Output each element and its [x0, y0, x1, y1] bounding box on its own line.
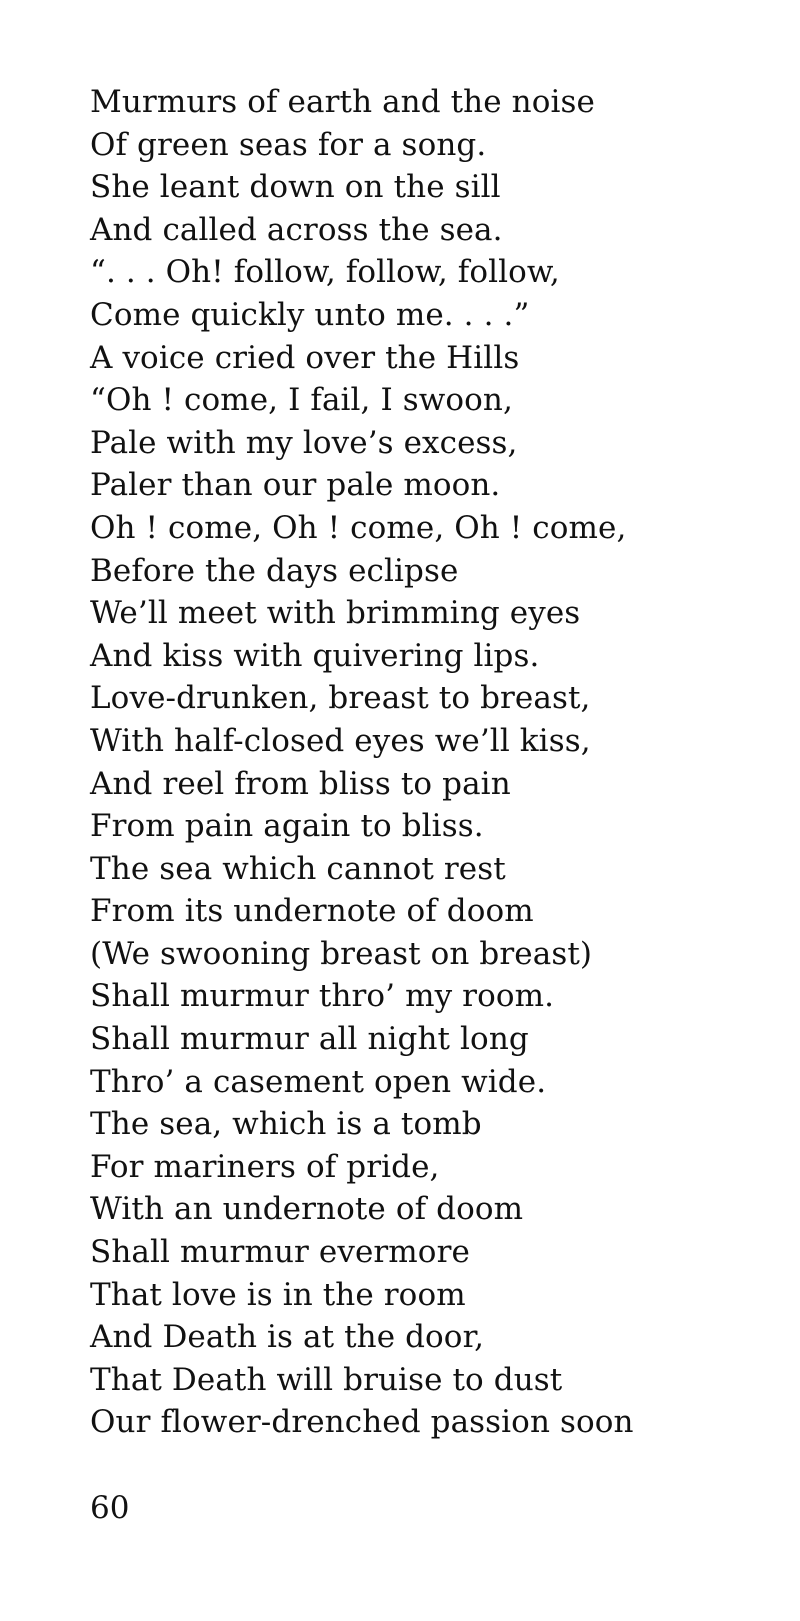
poem-line: We’ll meet with brimming eyes: [90, 595, 581, 632]
poem-line: For mariners of pride,: [90, 1148, 440, 1185]
poem-line: Love-drunken, breast to breast,: [90, 680, 591, 717]
poem-line: Before the days eclipse: [90, 552, 459, 589]
poem-line: “. . . Oh! follow, follow, follow,: [90, 254, 560, 291]
poem-line: A voice cried over the Hills: [90, 339, 520, 376]
poem-line: Of green seas for a song.: [90, 126, 487, 163]
poem-line: She leant down on the sill: [90, 169, 501, 206]
poem-line: Shall murmur all night long: [90, 1021, 529, 1058]
poem-line: The sea, which is a tomb: [90, 1106, 482, 1143]
poem-text: [90, 81, 634, 1444]
poem-line: With an undernote of doom: [90, 1191, 524, 1228]
poem-line: And Death is at the door,: [90, 1319, 485, 1356]
poem-line: Oh ! come, Oh ! come, Oh ! come,: [90, 509, 627, 546]
poem-line: “Oh ! come, I fail, I swoon,: [90, 382, 513, 419]
poem-line: Pale with my love’s excess,: [90, 424, 518, 461]
poem-line: Thro’ a casement open wide.: [90, 1063, 547, 1100]
poem-line: With half-closed eyes we’ll kiss,: [90, 722, 591, 759]
poem-line: That love is in the room: [90, 1276, 466, 1313]
poem-line: (We swooning breast on breast): [90, 935, 593, 972]
poem-line: Paler than our pale moon.: [90, 467, 501, 504]
poem-line: The sea which cannot rest: [90, 850, 506, 887]
page-number: 60: [90, 1490, 130, 1526]
poem-line: Our flower-drenched passion soon: [90, 1404, 634, 1441]
poem-line: And kiss with quivering lips.: [90, 637, 540, 674]
poem-line: Come quickly unto me. . . .”: [90, 296, 530, 333]
poem-line: And reel from bliss to pain: [90, 765, 511, 802]
poem-line: And called across the sea.: [90, 211, 503, 248]
poem-line: Shall murmur evermore: [90, 1234, 470, 1271]
poem-line: From pain again to bliss.: [90, 808, 484, 845]
poem-line: Shall murmur thro’ my room.: [90, 978, 555, 1015]
poem-line: From its undernote of doom: [90, 893, 534, 930]
poem-line: That Death will bruise to dust: [90, 1361, 563, 1398]
poem-line: Murmurs of earth and the noise: [90, 84, 595, 120]
